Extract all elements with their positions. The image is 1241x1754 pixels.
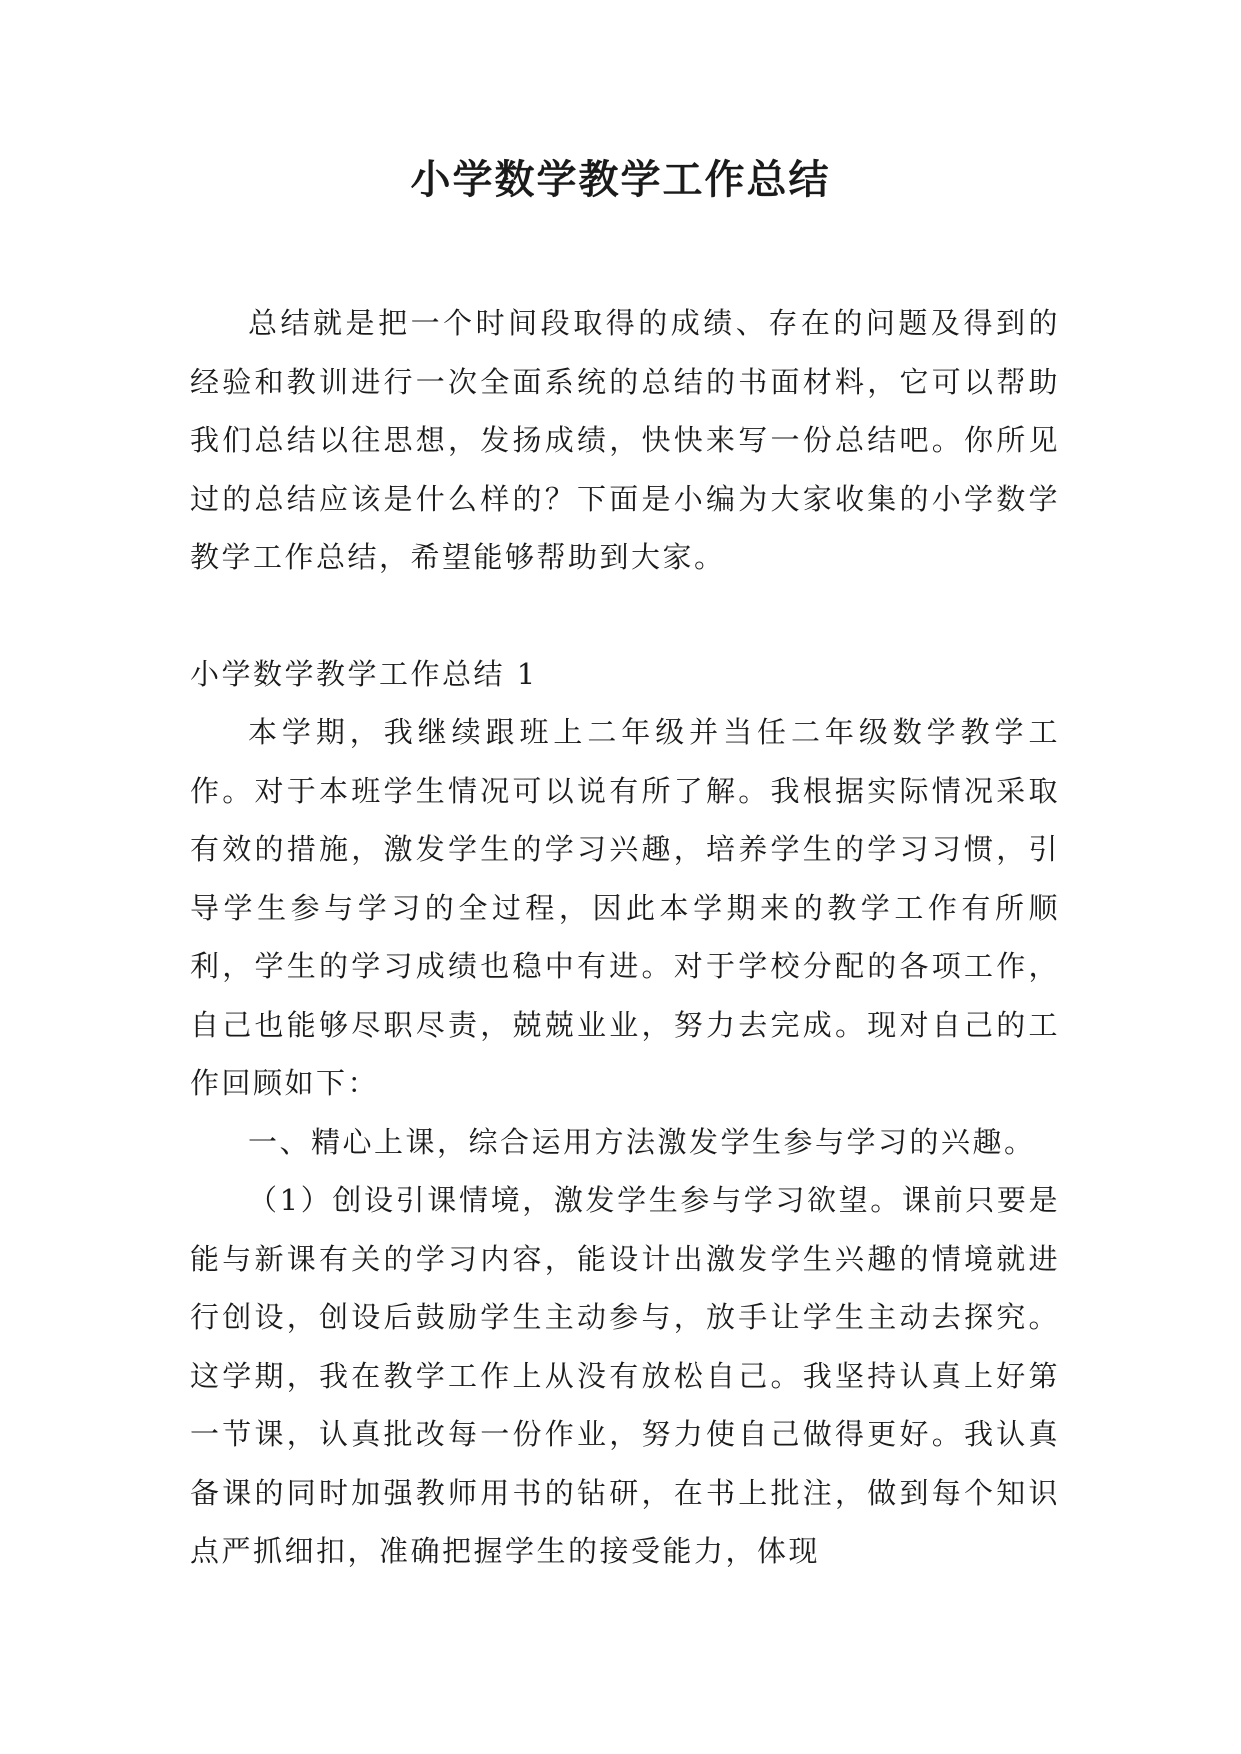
body-paragraph-1: 本学期，我继续跟班上二年级并当任二年级数学教学工作。对于本班学生情况可以说有所了解。我根据实际情况采取有效的措施，激发学生的学习兴趣，培养学生的学习习惯，引导学生参与学习的全过程，因此本学期来的教学工作有所顺利，学生的学习成绩也稳中有进。对于学校分配的各项工作，自己也能够尽职尽责，兢兢业业，努力去完成。现对自己的工作回顾如下： (190, 715, 1060, 1100)
body-paragraph-3: （1）创设引课情境，激发学生参与学习欲望。课前只要是能与新课有关的学习内容，能设计出激发学生兴趣的情境就进行创设，创设后鼓励学生主动参与，放手让学生主动去探究。这学期，我在教学工作上从没有放松自己。我坚持认真上好第一节课，认真批改每一份作业，努力使自己做得更好。我认真备课的同时加强教师用书的钻研，在书上批注，做到每个知识点严抓细扣，准确把握学生的接受能力，体现 (190, 1183, 1060, 1568)
section-heading: 小学数学教学工作总结 1 (190, 656, 538, 691)
document-title: 小学数学教学工作总结 (410, 156, 831, 203)
paragraph-spacer (190, 587, 1060, 645)
intro-paragraph: 总结就是把一个时间段取得的成绩、存在的问题及得到的经验和教训进行一次全面系统的总结的书面材料，它可以帮助我们总结以往思想，发扬成绩，快快来写一份总结吧。你所见过的总结应该是什么样的？下面是小编为大家收集的小学数学教学工作总结，希望能够帮助到大家。 (190, 306, 1060, 574)
document-body (190, 294, 1060, 1581)
body-paragraph-2: 一、精心上课，综合运用方法激发学生参与学习的兴趣。 (248, 1124, 1036, 1159)
